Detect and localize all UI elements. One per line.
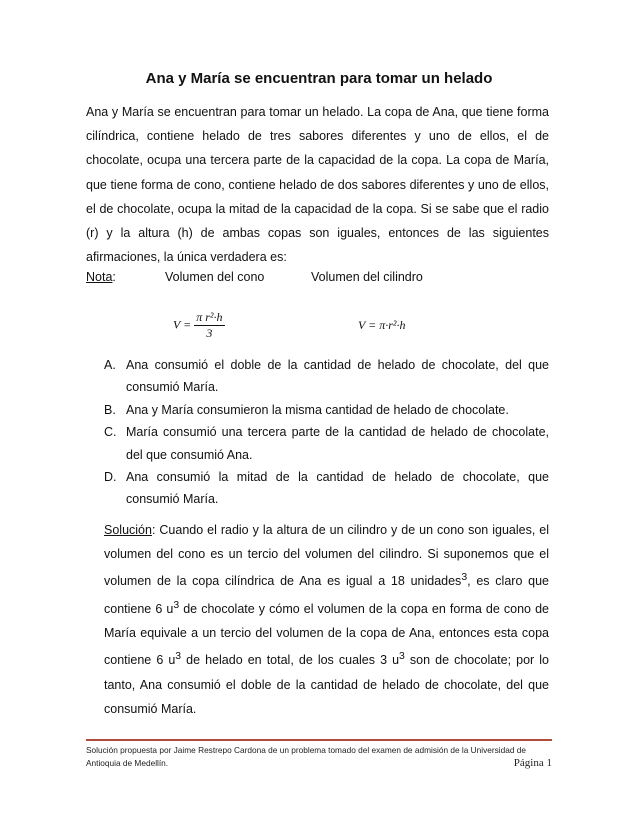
option-text: Ana y María consumieron la misma cantidad de helado de chocolate. (126, 402, 509, 417)
solution-text-3: de chocolate y cómo el volumen de la copa en forma de cono de María equivale a un tercio del volumen de la copa de Ana, entonces esta copa contiene 6 u (104, 601, 549, 668)
cylinder-volume-label: Volumen del cilindro (311, 270, 423, 284)
solution-paragraph (104, 518, 549, 721)
footer-divider (86, 739, 552, 741)
superscript-3: 3 (175, 651, 182, 663)
page-title: Ana y María se encuentran para tomar un helado (145, 70, 493, 87)
cylinder-formula: V = π·r²·h (358, 318, 406, 332)
problem-text: Ana y María se encuentran para tomar un helado. La copa de Ana, que tiene forma cilíndrica, contiene helado de tres sabores diferentes y uno de ellos, el de chocolate, ocupa una tercera parte de la capacidad de la copa. La copa de María, que tiene forma de cono, contiene helado de dos sabores diferentes y uno de ellos, el de chocolate, ocupa la mitad de la capacidad de la copa. Si se sabe que el radio (r) y la altura (h) de ambas copas son iguales, entonces de las siguientes afirmaciones, la única verdadera es: (86, 105, 549, 265)
superscript-2: 3 (173, 599, 180, 611)
option-c (104, 421, 549, 466)
cone-formula-fraction (194, 310, 224, 341)
option-letter: C. (104, 425, 117, 440)
note-row (86, 270, 423, 284)
superscript-4: 3 (399, 651, 405, 663)
answer-options (104, 354, 549, 511)
option-text: María consumió una tercera parte de la cantidad de helado de chocolate, del que consumió Ana. (126, 425, 549, 462)
option-d (104, 466, 549, 511)
note-colon: : (112, 270, 116, 284)
solution-text-1: : Cuando el radio y la altura de un cilindro y de un cono son iguales, el volumen del cono es un tercio del volumen del cilindro. Si suponemos que el volumen de la copa cilíndrica de Ana es igual a 18 unidades (104, 523, 549, 589)
solution-label: Solución (104, 523, 152, 537)
superscript-1: 3 (461, 572, 468, 584)
solution-text-2: , es claro que contiene 6 u (104, 574, 550, 616)
cone-formula-lhs: V = (173, 317, 192, 332)
option-a (104, 354, 549, 399)
note-label: Nota (86, 270, 113, 284)
option-letter: D. (104, 470, 117, 485)
problem-statement (86, 100, 549, 269)
option-letter: B. (104, 402, 116, 417)
cone-formula-denominator: 3 (206, 326, 213, 340)
option-text: Ana consumió el doble de la cantidad de helado de chocolate, del que consumió María. (126, 358, 549, 395)
option-text: Ana consumió la mitad de la cantidad de helado de chocolate, que consumió María. (126, 470, 549, 507)
page-footer (86, 744, 552, 770)
footer-note: Solución propuesta por Jaime Restrepo Cardona de un problema tomado del examen de admisión de la Universidad de Antioquia de Medellín. (86, 745, 526, 768)
page-number: Página 1 (513, 757, 552, 769)
solution-text-4: de helado en total, de los cuales 3 u (181, 653, 400, 668)
cone-formula (173, 310, 225, 341)
solution-text-5: son de chocolate; por lo tanto, Ana consumió el doble de la cantidad de helado de chocolate, del que consumió María. (104, 653, 550, 716)
option-letter: A. (104, 358, 116, 372)
option-b (104, 399, 549, 421)
cone-volume-label: Volumen del cono (165, 270, 265, 284)
cone-formula-numerator: π r²·h (196, 310, 223, 324)
